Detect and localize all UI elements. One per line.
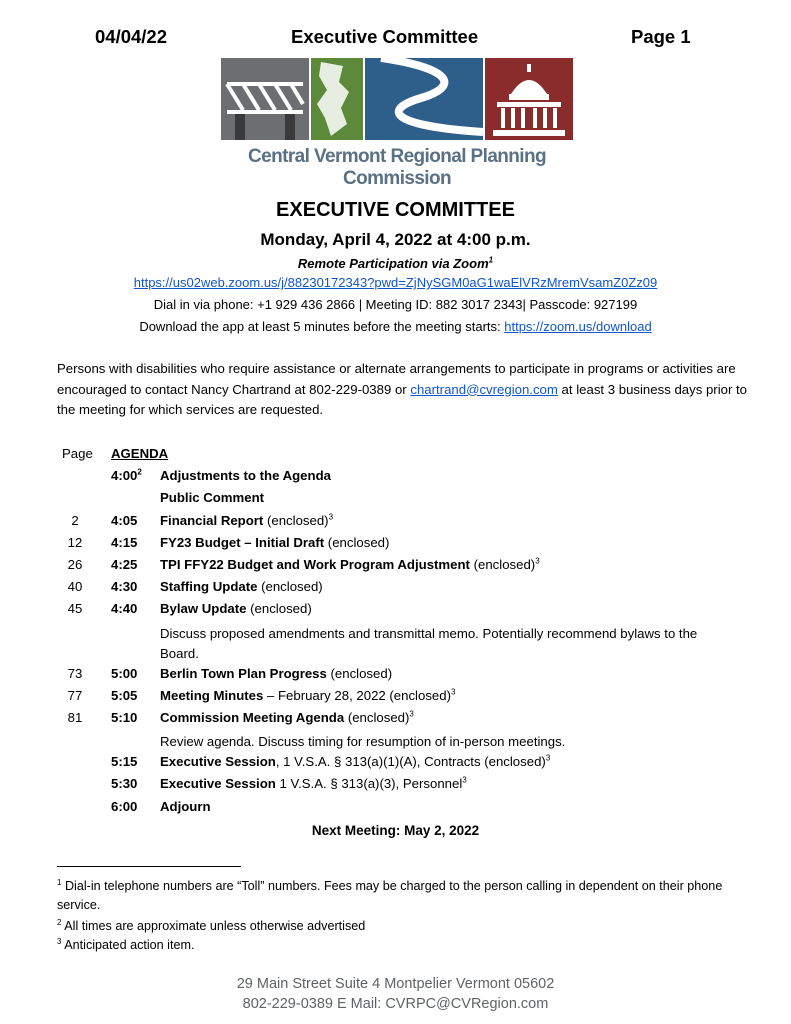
agenda-item-time-text: 4:40 [111, 601, 138, 617]
agenda-item [0, 468, 791, 490]
header-date: 04/04/22 [95, 26, 168, 47]
agenda-item-time [111, 666, 137, 681]
agenda-item-title [160, 535, 389, 550]
agenda-item-time [111, 557, 137, 572]
agenda-item-title [160, 776, 467, 791]
agenda-item-title-text: Executive Session [160, 754, 276, 770]
agenda-item-title [160, 490, 264, 505]
agenda-item [0, 490, 791, 512]
agenda-item-title-text: Public Comment [160, 490, 265, 506]
agenda-item-title-text: Berlin Town Plan Progress [160, 665, 327, 681]
agenda-item-time-text: 4:05 [111, 512, 138, 528]
accessibility-notice [57, 359, 747, 421]
agenda-list [0, 446, 791, 821]
agenda-item-detail: – February 28, 2022 (enclosed) [263, 687, 451, 703]
agenda-item-detail: (enclosed) [324, 534, 390, 550]
agenda-item-page: 12 [67, 534, 83, 550]
agenda-item-time-text: 4:25 [111, 556, 138, 572]
agenda-item-time [111, 601, 137, 616]
agenda-item-description [0, 732, 791, 754]
footnote-text: Anticipated action item. [61, 938, 195, 952]
agenda-item-title-text: Financial Report [160, 512, 264, 528]
agenda-item-time-text: 5:00 [111, 665, 138, 681]
agenda-item-title-text: Executive Session [160, 776, 276, 792]
agenda-item-title [160, 799, 211, 814]
agenda-item-title [160, 710, 414, 725]
agenda-item-detail: (enclosed) [469, 556, 536, 572]
page-column-label: Page [62, 446, 93, 461]
agenda-item-time-text: 4:30 [111, 579, 138, 595]
agenda-item-title-text: Adjourn [160, 798, 211, 814]
agenda-item [0, 688, 791, 710]
accessibility-text-end: at least 3 business days prior to the meeting for which services are requested. [57, 381, 748, 417]
agenda-item-title [160, 666, 392, 681]
agenda-heading: AGENDA [111, 446, 169, 461]
zoom-download-link[interactable]: https://zoom.us/download [504, 319, 652, 334]
footnote-ref: 3 [545, 753, 551, 763]
footer-contact: 802-229-0389 E Mail: CVRPC@CVRegion.com [242, 996, 549, 1012]
page-title: EXECUTIVE COMMITTEE [276, 199, 515, 221]
agenda-item-title [160, 557, 540, 572]
agenda-item-time [111, 710, 137, 725]
agenda-item-time-text: 5:15 [111, 754, 138, 770]
agenda-item-time-text: 5:30 [111, 776, 138, 792]
agenda-item [0, 776, 791, 798]
agenda-item-title [160, 579, 323, 594]
agenda-item-title-text: Staffing Update [160, 579, 258, 595]
agenda-item-title [160, 754, 550, 769]
agenda-header-row [0, 446, 791, 468]
agenda-item [0, 666, 791, 688]
next-meeting: Next Meeting: May 2, 2022 [311, 823, 480, 838]
agenda-item [0, 601, 791, 623]
agenda-item-page: 77 [67, 687, 83, 703]
agenda-item [0, 513, 791, 535]
agenda-item-page: 45 [67, 601, 83, 617]
header-committee: Executive Committee [291, 26, 479, 47]
agenda-item [0, 579, 791, 601]
agenda-item-title-text: Bylaw Update [160, 601, 247, 617]
header-page-number: Page 1 [631, 26, 691, 47]
agenda-item-time-text: 6:00 [111, 798, 138, 814]
agenda-item-detail: (enclosed) [344, 709, 410, 725]
agenda-item-title [160, 513, 333, 528]
commission-agenda-note: Review agenda. Discuss timing for resumption of in-person meetings. [160, 734, 566, 750]
agenda-item-detail: (enclosed) [263, 512, 329, 528]
cvrpc-logo [221, 58, 573, 140]
accessibility-text: Persons with disabilities who require assistance or alternate arrangements to participate in programs or activities are encouraged to contact Nancy Chartrand at 802-229-0389 or [57, 361, 736, 397]
footnote-3 [57, 936, 737, 955]
footnote-ref: 3 [409, 709, 414, 719]
agenda-item-time-text: 5:10 [111, 709, 138, 725]
bylaw-update-note: Discuss proposed amendments and transmittal memo. Potentially recommend bylaws to the Board. [160, 625, 698, 661]
footnote-ref: 3 [535, 556, 540, 566]
agenda-item-page: 73 [67, 665, 83, 681]
remote-participation-text: Remote Participation via Zoom [297, 256, 489, 271]
agenda-item-time [111, 468, 142, 483]
agenda-item-page: 40 [67, 579, 83, 595]
agenda-item [0, 557, 791, 579]
download-text: Download the app at least 5 minutes before the meeting starts: [139, 319, 505, 334]
footnote-ref: 3 [462, 776, 467, 786]
agenda-item-detail: (enclosed) [246, 601, 312, 617]
agenda-item-title [160, 468, 331, 483]
agenda-item-description [0, 624, 791, 666]
contact-email-link[interactable]: chartrand@cvregion.com [410, 381, 558, 397]
remote-participation-note [0, 256, 791, 271]
agenda-item-time [111, 535, 137, 550]
agenda-item-detail: (enclosed) [326, 665, 393, 681]
footnote-ref: 3 [328, 512, 334, 522]
footnote-number: 1 [57, 877, 62, 887]
download-note [0, 319, 791, 334]
agenda-item-title-text: FY23 Budget – Initial Draft [160, 534, 325, 550]
agenda-item-time-text: 5:05 [111, 687, 138, 703]
agenda-item-time [111, 688, 137, 703]
agenda-item-time [111, 799, 137, 814]
dial-in-info: Dial in via phone: +1 929 436 2866 | Meeting ID: 882 3017 2343| Passcode: 927199 [153, 297, 638, 312]
agenda-item-title-text: Commission Meeting Agenda [160, 709, 345, 725]
agenda-item-page: 2 [71, 512, 79, 528]
meeting-datetime: Monday, April 4, 2022 at 4:00 p.m. [260, 230, 531, 249]
footnote-divider [57, 866, 241, 867]
agenda-item [0, 535, 791, 557]
agenda-item-time [111, 754, 137, 769]
footnote-ref-1: 1 [488, 255, 494, 265]
agenda-item-page: 26 [67, 556, 83, 572]
agenda-item-title [160, 688, 455, 703]
agenda-item-title-text: Adjustments to the Agenda [160, 468, 331, 484]
agenda-item-detail: 1 V.S.A. § 313(a)(3), Personnel [275, 776, 463, 792]
agenda-item-detail: , 1 V.S.A. § 313(a)(1)(A), Contracts (enclosed) [275, 754, 546, 770]
agenda-item [0, 754, 791, 776]
agenda-item-page: 81 [67, 709, 83, 725]
agenda-item-title [160, 601, 312, 616]
footnote-1 [57, 877, 737, 915]
agenda-item [0, 710, 791, 732]
agenda-item-detail: (enclosed) [257, 579, 323, 595]
footnote-ref-2: 2 [137, 467, 142, 477]
zoom-meeting-link[interactable]: https://us02web.zoom.us/j/88230172343?pwd=ZjNySGM0aG1waElVRzMremVsamZ0Zz09 [133, 275, 658, 290]
footnote-text: All times are approximate unless otherwise advertised [61, 919, 366, 933]
footnote-number: 3 [57, 936, 62, 946]
footnote-text: Dial-in telephone numbers are “Toll” numbers. Fees may be charged to the person calling in dependent on their phone service. [57, 879, 723, 912]
footnote-number: 2 [57, 917, 62, 927]
footnote-2 [57, 917, 737, 936]
agenda-item-time [111, 579, 137, 594]
agenda-item-time-text: 4:15 [111, 534, 138, 550]
agenda-item-time [111, 513, 137, 528]
agenda-item-time [111, 776, 137, 791]
agenda-item-title-text: Meeting Minutes [160, 687, 264, 703]
logo-organization-name: Central Vermont Regional Planning Commission [248, 146, 546, 189]
agenda-item-title-text: TPI FFY22 Budget and Work Program Adjustment [160, 556, 470, 572]
agenda-item [0, 799, 791, 821]
agenda-item-time-text: 4:00 [111, 468, 138, 484]
footnote-ref: 3 [450, 687, 456, 697]
footer-address: 29 Main Street Suite 4 Montpelier Vermont 05602 [236, 976, 555, 992]
